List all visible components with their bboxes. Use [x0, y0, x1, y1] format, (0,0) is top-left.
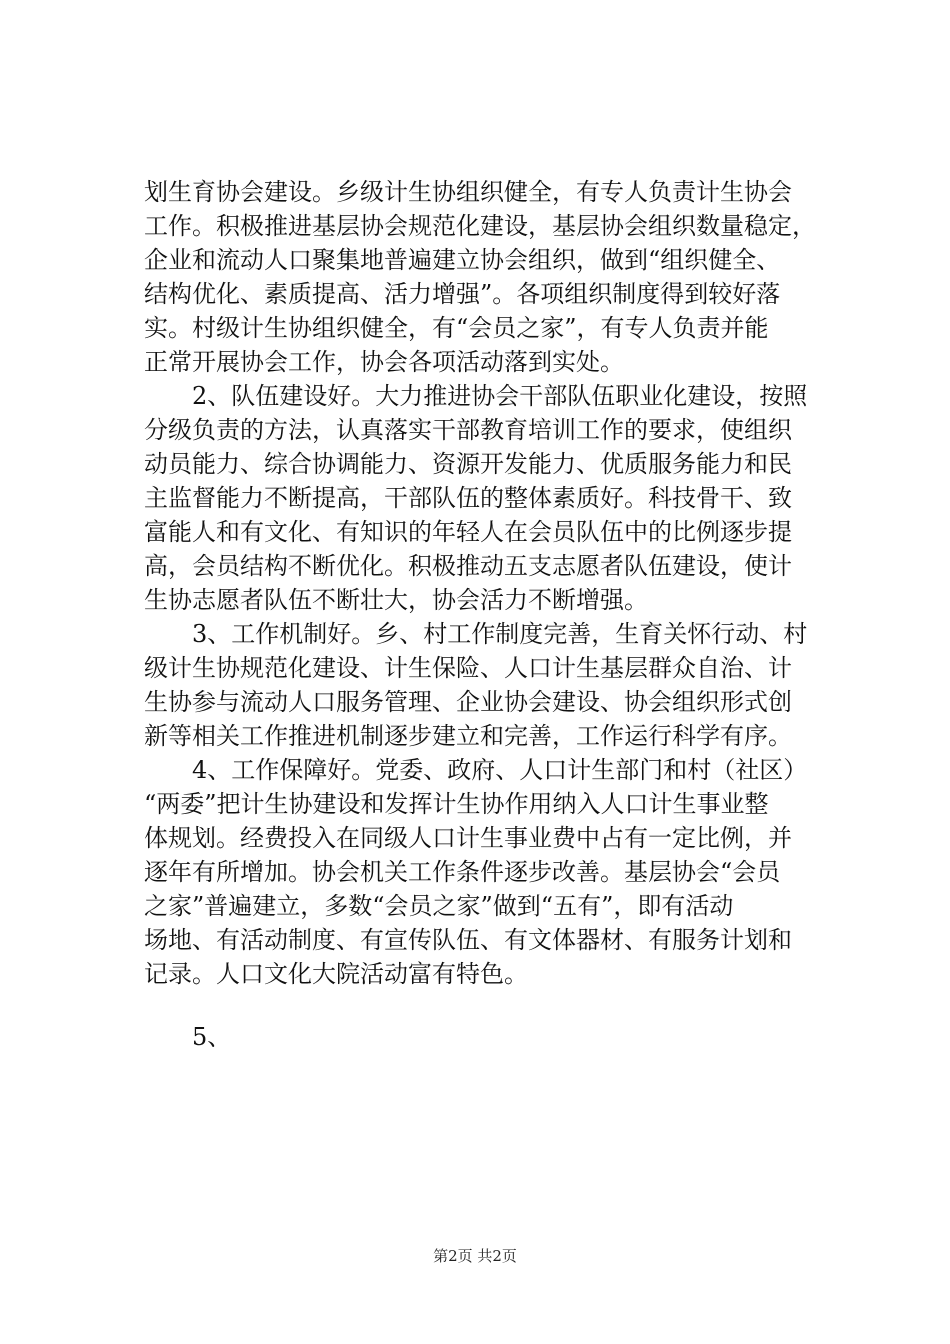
- text-line: 逐年有所增加。协会机关工作条件逐步改善。基层协会“会员: [144, 858, 781, 886]
- text-line: 场地、有活动制度、有宣传队伍、有文体器材、有服务计划和: [144, 926, 792, 954]
- text-line: 5、: [144, 1023, 232, 1051]
- text-line: 体规划。经费投入在同级人口计生事业费中占有一定比例，并: [144, 824, 792, 852]
- text-line: 之家”普遍建立，多数“会员之家”做到“五有”，即有活动: [144, 892, 734, 920]
- text-line: 2、队伍建设好。大力推进协会干部队伍职业化建设，按照: [144, 382, 808, 410]
- text-line: 动员能力、综合协调能力、资源开发能力、优质服务能力和民: [144, 450, 792, 478]
- text-line: 工作。积极推进基层协会规范化建设，基层协会组织数量稳定，: [144, 212, 816, 240]
- text-line: 划生育协会建设。乡级计生协组织健全，有专人负责计生协会: [144, 178, 792, 206]
- text-line: 记录。人口文化大院活动富有特色。: [144, 960, 528, 988]
- text-line: 企业和流动人口聚集地普遍建立协会组织，做到“组织健全、: [144, 246, 781, 274]
- text-line: 生协参与流动人口服务管理、企业协会建设、协会组织形式创: [144, 688, 792, 716]
- text-line: 生协志愿者队伍不断壮大，协会活力不断增强。: [144, 586, 648, 614]
- text-line: 分级负责的方法，认真落实干部教育培训工作的要求，使组织: [144, 416, 792, 444]
- text-line: 级计生协规范化建设、计生保险、人口计生基层群众自治、计: [144, 654, 792, 682]
- text-line: 新等相关工作推进机制逐步建立和完善，工作运行科学有序。: [144, 722, 792, 750]
- text-line: 主监督能力不断提高，干部队伍的整体素质好。科技骨干、致: [144, 484, 792, 512]
- text-line: 正常开展协会工作，协会各项活动落到实处。: [144, 348, 624, 376]
- text-line: 实。村级计生协组织健全，有“会员之家”，有专人负责并能: [144, 314, 769, 342]
- text-line: 4、工作保障好。党委、政府、人口计生部门和村（社区）: [144, 756, 808, 784]
- text-line: 结构优化、素质提高、活力增强”。各项组织制度得到较好落: [144, 280, 781, 308]
- page-footer: 第2页 共2页: [433, 1247, 517, 1265]
- text-line: 富能人和有文化、有知识的年轻人在会员队伍中的比例逐步提: [144, 518, 792, 546]
- text-line: 高，会员结构不断优化。积极推动五支志愿者队伍建设，使计: [144, 552, 792, 580]
- text-line: 3、工作机制好。乡、村工作制度完善，生育关怀行动、村: [144, 620, 808, 648]
- text-line: “两委”把计生协建设和发挥计生协作用纳入人口计生事业整: [144, 790, 769, 818]
